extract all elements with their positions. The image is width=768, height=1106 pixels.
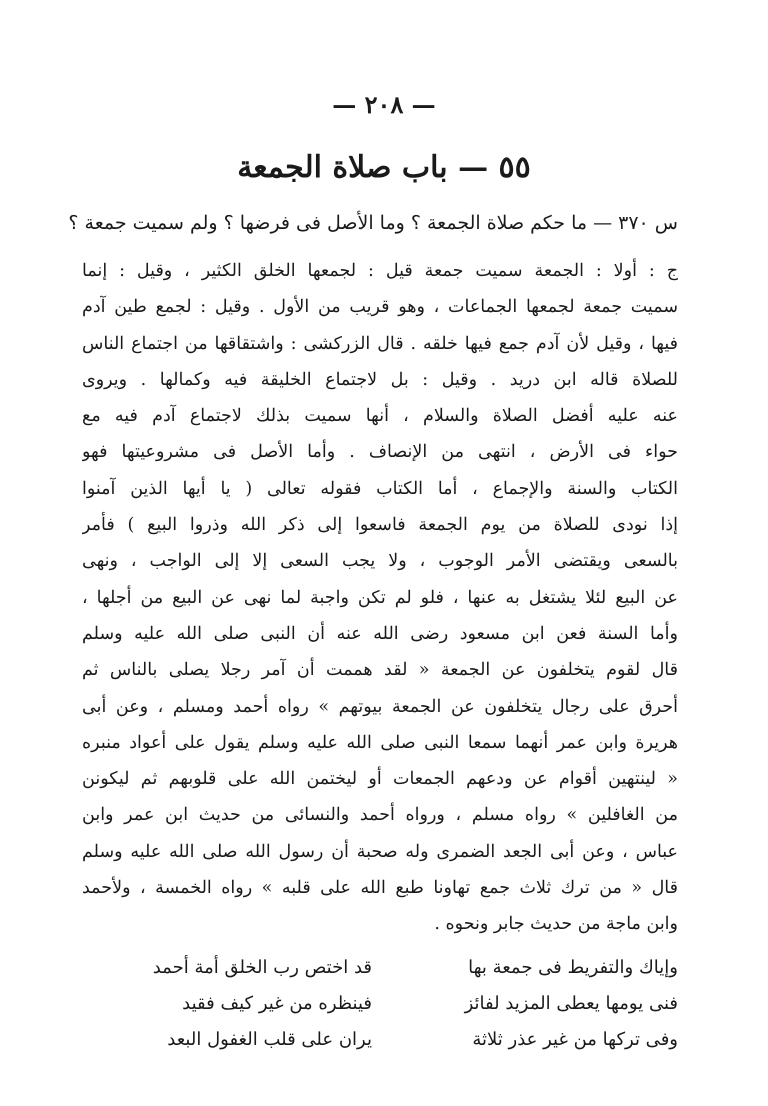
chapter-title: ٥٥ — باب صلاة الجمعة (237, 150, 531, 185)
answer-body (82, 253, 678, 943)
poem (82, 950, 678, 1058)
body-line: بالسعى ويقتضى الأمر الوجوب ، ولا يجب السعى إلا إلى الواجب ، ونهى (82, 551, 678, 572)
body-line: عن البيع لئلا يشتغل به عنها ، فلو لم تكن واجبة لما نهى عن البيع من أجلها ، (82, 587, 678, 608)
poem-verse (82, 1022, 678, 1058)
poem-verse (82, 950, 678, 986)
poem-second-hemistich: فينظره من غير كيف فقيد (182, 993, 372, 1014)
body-line: حواء فى الأرض ، انتهى من الإنصاف . وأما الأصل فى مشروعيتها فهو (82, 442, 678, 463)
body-line: فيها ، وقيل لأن آدم جمع فيها خلقه . قال الزركشى : واشتقاقها من اجتماع الناس (82, 333, 678, 354)
body-line: قال لقوم يتخلفون عن الجمعة « لقد هممت أن آمر رجلا يصلى بالناس ثم (82, 660, 678, 681)
body-line: للصلاة قاله ابن دريد . وقيل : بل لاجتماع الخليقة فيه وكمالها . ويروى (82, 369, 678, 390)
poem-second-hemistich: قد اختص رب الخلق أمة أحمد (152, 957, 372, 978)
body-line: وابن ماجة من حديث جابر ونحوه . (434, 914, 678, 935)
poem-verse (82, 986, 678, 1022)
body-line: ج : أولا : الجمعة سميت جمعة قيل : لجمعها الخلق الكثير ، وقيل : إنما (82, 261, 678, 281)
poem-second-hemistich: يران على قلب الغفول البعد (167, 1029, 372, 1050)
poem-first-hemistich: فنى يومها يعطى المزيد لفائز (464, 993, 678, 1014)
page-number: — ٢٠٨ — (332, 90, 436, 119)
body-line: إذا نودى للصلاة من يوم الجمعة فاسعوا إلى ذكر الله وذروا البيع ) فأمر (82, 515, 678, 536)
body-line: هريرة وابن عمر أنهما سمعا النبى صلى الله عليه وسلم يقول على أعواد منبره (82, 732, 678, 753)
body-line: عنه عليه أفضل الصلاة والسلام ، أنها سميت بذلك لاجتماع آدم فيه مع (82, 406, 678, 427)
body-line: الكتاب والسنة والإجماع ، أما الكتاب فقوله تعالى ( يا أيها الذين آمنوا (82, 478, 678, 499)
body-line: أحرق على رجال يتخلفون عن الجمعة بيوتهم » رواه أحمد ومسلم ، وعن أبى (82, 696, 678, 717)
body-line: وأما السنة فعن ابن مسعود رضى الله عنه أن النبى صلى الله عليه وسلم (82, 623, 678, 644)
body-line: سميت جمعة لجمعها الجماعات ، وهو قريب من الأول . وقيل : لجمع طين آدم (82, 297, 678, 318)
body-line: من الغافلين » رواه مسلم ، ورواه أحمد والنسائى من حديث ابن عمر وابن (82, 805, 678, 826)
body-line: قال « من ترك ثلاث جمع تهاونا طبع الله على قلبه » رواه الخمسة ، ولأحمد (82, 878, 678, 899)
poem-first-hemistich: وإياك والتفريط فى جمعة بها (468, 957, 678, 978)
question-heading: س ٣٧٠ — ما حكم صلاة الجمعة ؟ وما الأصل فى فرضها ؟ ولم سميت جمعة ؟ (68, 212, 678, 234)
poem-first-hemistich: وفى تركها من غير عذر ثلاثة (472, 1029, 678, 1050)
body-line: « لينتهين أقوام عن ودعهم الجمعات أو ليختمن الله على قلوبهم ثم ليكونن (82, 769, 678, 790)
body-line: عباس ، وعن أبى الجعد الضمرى وله صحبة أن رسول الله صلى الله عليه وسلم (82, 841, 678, 862)
